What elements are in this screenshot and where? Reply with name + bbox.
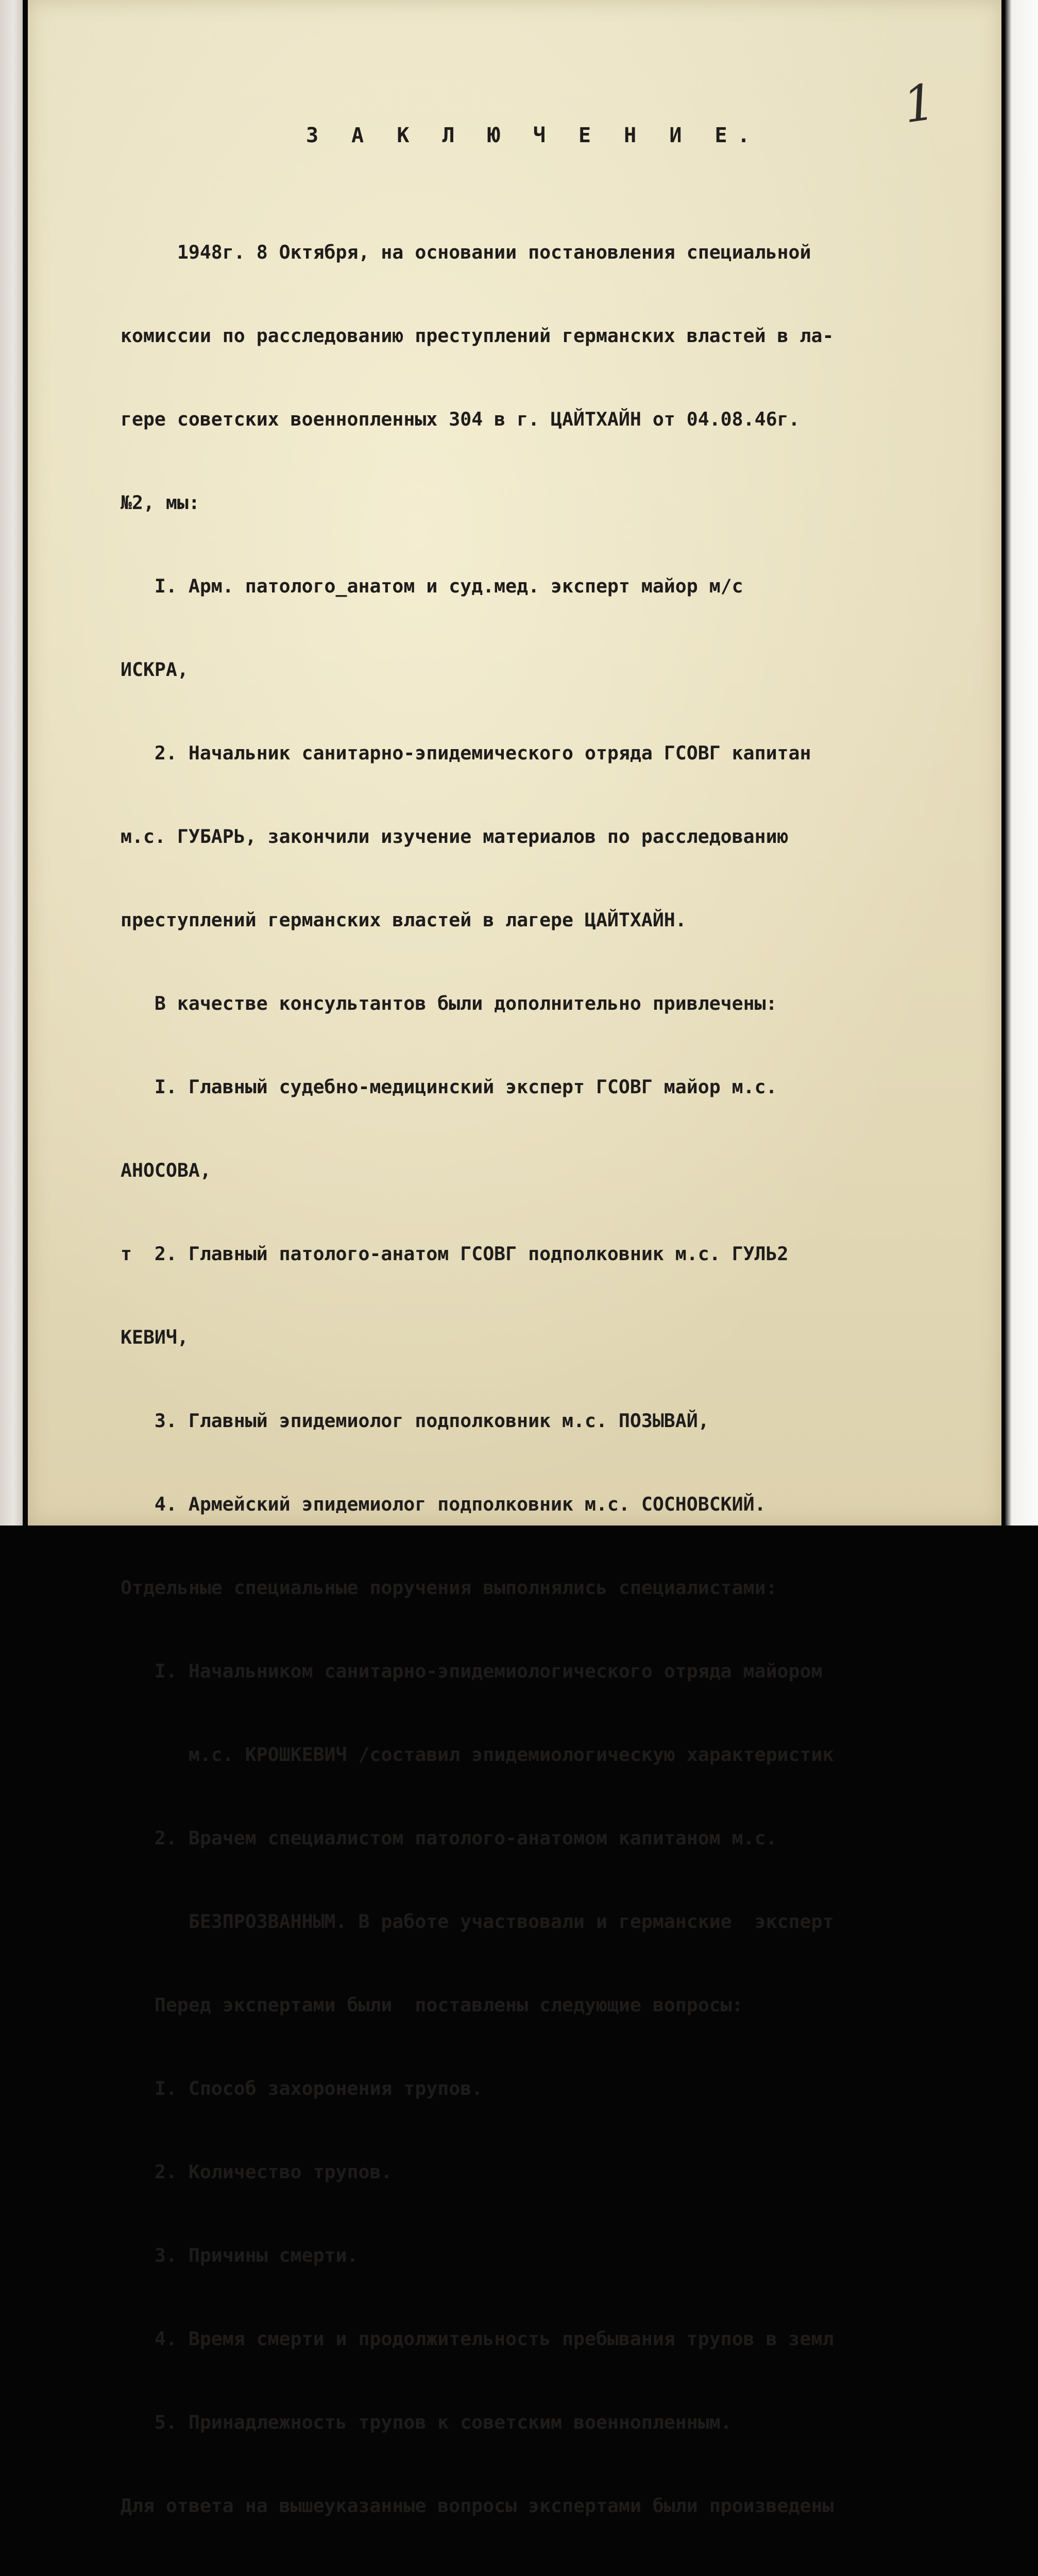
text-line: I. Главный судебно-медицинский эксперт ГСОВГ майор м.с. xyxy=(121,1076,777,1098)
text-line: КЕВИЧ, xyxy=(121,1326,189,1348)
text-line: 5. Принадлежность трупов к советским военнопленным. xyxy=(121,2411,732,2433)
text-line: Перед экспертами были поставлены следующие вопросы: xyxy=(121,1994,743,2016)
text-line: I. Арм. патолого_анатом и суд.мед. эксперт майор м/с xyxy=(121,575,743,597)
text-line: БЕЗПРОЗВАННЫМ. В работе участвовали и германские эксперт xyxy=(121,1910,834,1933)
text-line: гере советских военнопленных 304 в г. ЦАЙТХАЙН от 04.08.46г. xyxy=(121,408,800,430)
text-line: м.с. ГУБАРЬ, закончили изучение материалов по расследованию xyxy=(121,825,789,848)
text-line: преступлений германских властей в лагере ЦАЙТХАЙН. xyxy=(121,909,687,931)
text-line: 3. Главный эпидемиолог подполковник м.с. ПОЗЫВАЙ, xyxy=(121,1410,709,1432)
text-line: м.с. КРОШКЕВИЧ /составил эпидемиологическую характеристик xyxy=(121,1743,834,1766)
text-line: Отдельные специальные поручения выполнялись специалистами: xyxy=(121,1577,777,1599)
document-title: З А К Л Ю Ч Е Н И Е. xyxy=(306,124,760,147)
text-line: 4. Время смерти и продолжительность пребывания трупов в земл xyxy=(121,2328,834,2350)
text-line: I. Способ захоронения трупов. xyxy=(121,2077,483,2099)
text-line: В качестве консультантов были дополнительно привлечены: xyxy=(121,992,777,1014)
text-line: 2. Врачем специалистом патолого-анатомом капитаном м.с. xyxy=(121,1827,777,1849)
text-line: №2, мы: xyxy=(121,492,200,514)
text-line: комиссии по расследованию преступлений германских властей в ла- xyxy=(121,325,834,347)
text-line: ИСКРА, xyxy=(121,658,189,681)
adjacent-page-edge xyxy=(0,0,23,1526)
document-body xyxy=(121,183,996,2576)
text-line: I. Начальником санитарно-эпидемиологического отряда майором xyxy=(121,1660,823,1682)
text-line: Для ответа на вышеуказанные вопросы экспертами были произведены xyxy=(121,2495,834,2517)
document-page xyxy=(28,0,1001,2517)
text-line: 4. Армейский эпидемиолог подполковник м.с. СОСНОВСКИЙ. xyxy=(121,1493,766,1515)
text-line: 2. Начальник санитарно-эпидемического отряда ГСОВГ капитан xyxy=(121,742,811,764)
text-line: 3. Причины смерти. xyxy=(121,2244,359,2266)
text-line xyxy=(121,2575,996,2576)
backing-board xyxy=(1005,0,1038,1526)
text-line: 2. Количество трупов. xyxy=(121,2161,393,2183)
text-line: АНОСОВА, xyxy=(121,1159,211,1181)
text-line: т 2. Главный патолого-анатом ГСОВГ подполковник м.с. ГУЛЬ2 xyxy=(121,1243,789,1265)
text-line: 1948г. 8 Октября, на основании постановления специальной xyxy=(121,241,811,263)
folio-number: 1 xyxy=(899,73,939,134)
